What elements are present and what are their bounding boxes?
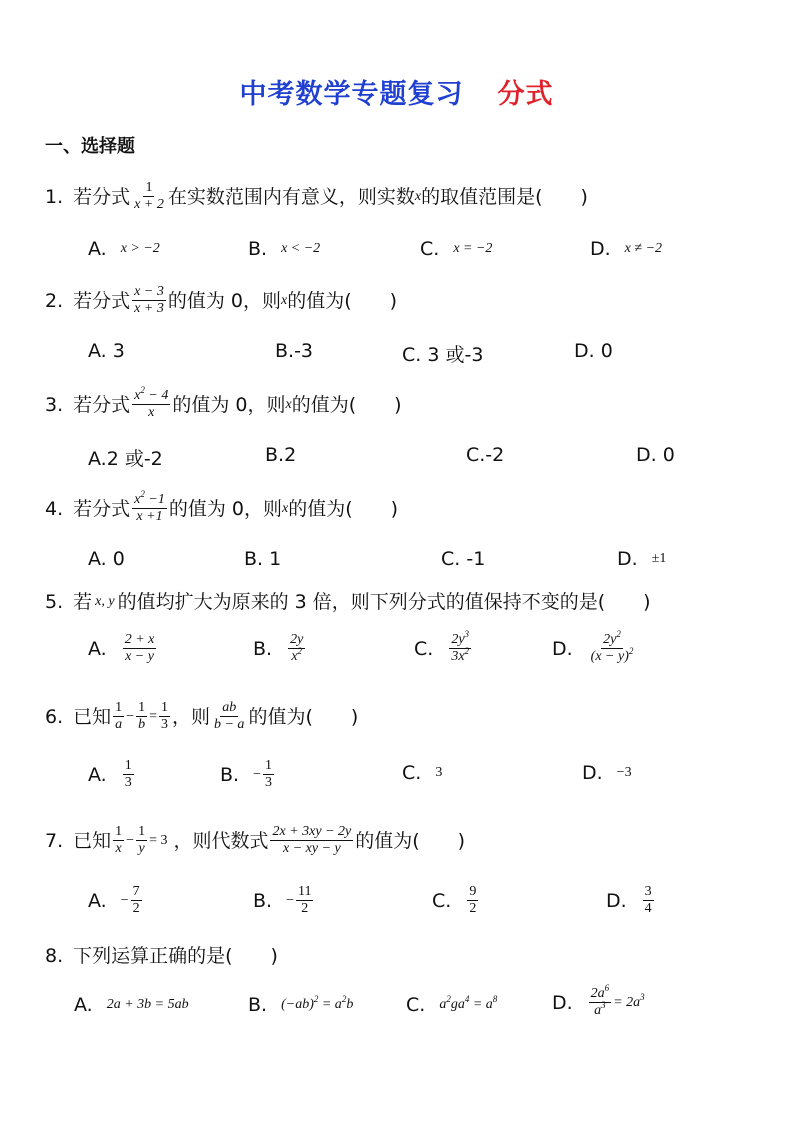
question-text: 在实数范围内有意义，则实数: [167, 185, 415, 208]
question-text: 若分式: [73, 497, 131, 520]
option-b[interactable]: B. 1: [244, 548, 282, 570]
fraction: $\frac{x^2 -1}{x +1}$: [134, 489, 165, 524]
variable: x: [281, 500, 289, 516]
option-a[interactable]: A. $\frac{2 + x}{x - y}$: [88, 632, 155, 664]
option-d[interactable]: D. 0: [636, 444, 675, 466]
question-text: 下列运算正确的是( ): [73, 945, 278, 967]
option-a[interactable]: A.2 或-2: [88, 448, 163, 470]
option-a[interactable]: A. $\frac{1}{3}$: [88, 758, 132, 790]
question-8: [45, 944, 278, 968]
option-c[interactable]: C. $\frac{2y^3}{3x^2}$: [414, 629, 470, 664]
option-b[interactable]: B. − $\frac{1}{3}$: [220, 758, 272, 790]
fraction: $\frac{x - 3}{x + 3}$: [134, 284, 164, 316]
title-topic: 分式: [497, 79, 554, 110]
option-d[interactable]: D. −3: [582, 762, 632, 784]
fraction: $\frac{x^2 - 4}{x}$: [134, 385, 169, 420]
question-text: 若分式: [73, 289, 131, 312]
variables: x, y: [95, 594, 115, 609]
question-number: 3.: [45, 393, 64, 416]
question-text: 的值为 0，则: [168, 497, 282, 520]
option-c[interactable]: C.-2: [466, 444, 505, 466]
option-b[interactable]: B.2: [265, 444, 297, 466]
question-7: 7. 已知 $\frac{1}{x}$ − $\frac{1}{y}$ = 3 ，则代数式 $\frac{2x + 3xy - 2y}{x - xy - y}$ 的值为( ): [45, 824, 466, 856]
question-number: 2.: [45, 289, 64, 312]
question-text: ，则代数式: [173, 829, 269, 852]
option-d[interactable]: D. ±1: [617, 548, 667, 570]
question-text: 的值均扩大为原来的 3 倍，则下列分式的值保持不变的是( ): [117, 591, 651, 613]
question-text: 的取值范围是( ): [421, 185, 588, 208]
page-title: [0, 72, 793, 111]
question-number: 4.: [45, 497, 64, 520]
question-text: 的值为( ): [355, 829, 466, 852]
option-a[interactable]: A. x > −2: [88, 238, 160, 260]
question-text: 的值为( ): [287, 289, 398, 312]
variable: x: [280, 292, 288, 308]
question-number: 8.: [45, 945, 64, 967]
question-number: 7.: [45, 829, 64, 852]
question-text: 若分式: [73, 185, 131, 208]
question-text: 的值为( ): [288, 497, 399, 520]
option-c[interactable]: C. -1: [441, 548, 486, 570]
fraction: $\frac{1}{x + 2}$: [134, 180, 164, 212]
question-text: 已知: [73, 705, 112, 728]
option-a[interactable]: A. 0: [88, 548, 125, 570]
option-a[interactable]: A. 3: [88, 340, 125, 362]
question-text: 的值为 0，则: [172, 393, 286, 416]
question-2: [45, 284, 397, 317]
option-c[interactable]: C. $\frac{9}{2}$: [432, 884, 477, 916]
option-d[interactable]: D. 0: [574, 340, 613, 362]
variable: x: [285, 396, 292, 412]
option-b[interactable]: B. x < −2: [248, 238, 321, 260]
option-a[interactable]: A. 2a + 3b = 5ab: [74, 994, 189, 1016]
option-c[interactable]: C. x = −2: [420, 238, 493, 260]
question-number: 1.: [45, 185, 64, 208]
question-text: 若分式: [73, 393, 131, 416]
variable: x: [414, 188, 422, 204]
question-1: [45, 180, 588, 213]
question-text: 若: [73, 591, 93, 613]
question-number: 6.: [45, 705, 64, 728]
option-c[interactable]: C. 3: [402, 762, 443, 784]
question-text: 的值为 0，则: [167, 289, 281, 312]
option-a[interactable]: A. − $\frac{7}{2}$: [88, 884, 140, 916]
option-d[interactable]: D. $\frac{2y^2}{(x - y)^2}$: [552, 629, 634, 664]
question-4: [45, 489, 399, 525]
option-b[interactable]: B.-3: [275, 340, 314, 362]
question-5: [45, 590, 651, 614]
option-c[interactable]: C. 3 或-3: [402, 344, 484, 366]
option-c[interactable]: C. $a^2ga^4 = a^8$: [406, 994, 498, 1016]
question-text: 已知: [73, 829, 112, 852]
section-heading: 一、选择题: [45, 136, 135, 157]
option-d[interactable]: D. x ≠ −2: [590, 238, 663, 260]
option-b[interactable]: B. − $\frac{11}{2}$: [253, 884, 312, 916]
question-6: 6. 已知 $\frac{1}{a}$ − $\frac{1}{b}$ = $\frac{1}{3}$ ，则 $\frac{ab}{b - a}$ 的值为( ): [45, 700, 359, 732]
question-text: 的值为( ): [248, 705, 359, 728]
question-text: ，则: [171, 705, 210, 728]
option-d[interactable]: D. $\frac{2a^6}{a^3}$ = $2a^3$: [552, 983, 645, 1018]
option-b[interactable]: B. $\frac{2y}{x^2}$: [253, 632, 304, 664]
question-text: 的值为( ): [291, 393, 402, 416]
title-main: 中考数学专题复习: [239, 79, 464, 110]
question-3: [45, 385, 402, 421]
option-b[interactable]: B. $(-ab)^2 = a^2b$: [248, 994, 354, 1016]
question-number: 5.: [45, 591, 64, 613]
option-d[interactable]: D. $\frac{3}{4}$: [606, 884, 652, 916]
